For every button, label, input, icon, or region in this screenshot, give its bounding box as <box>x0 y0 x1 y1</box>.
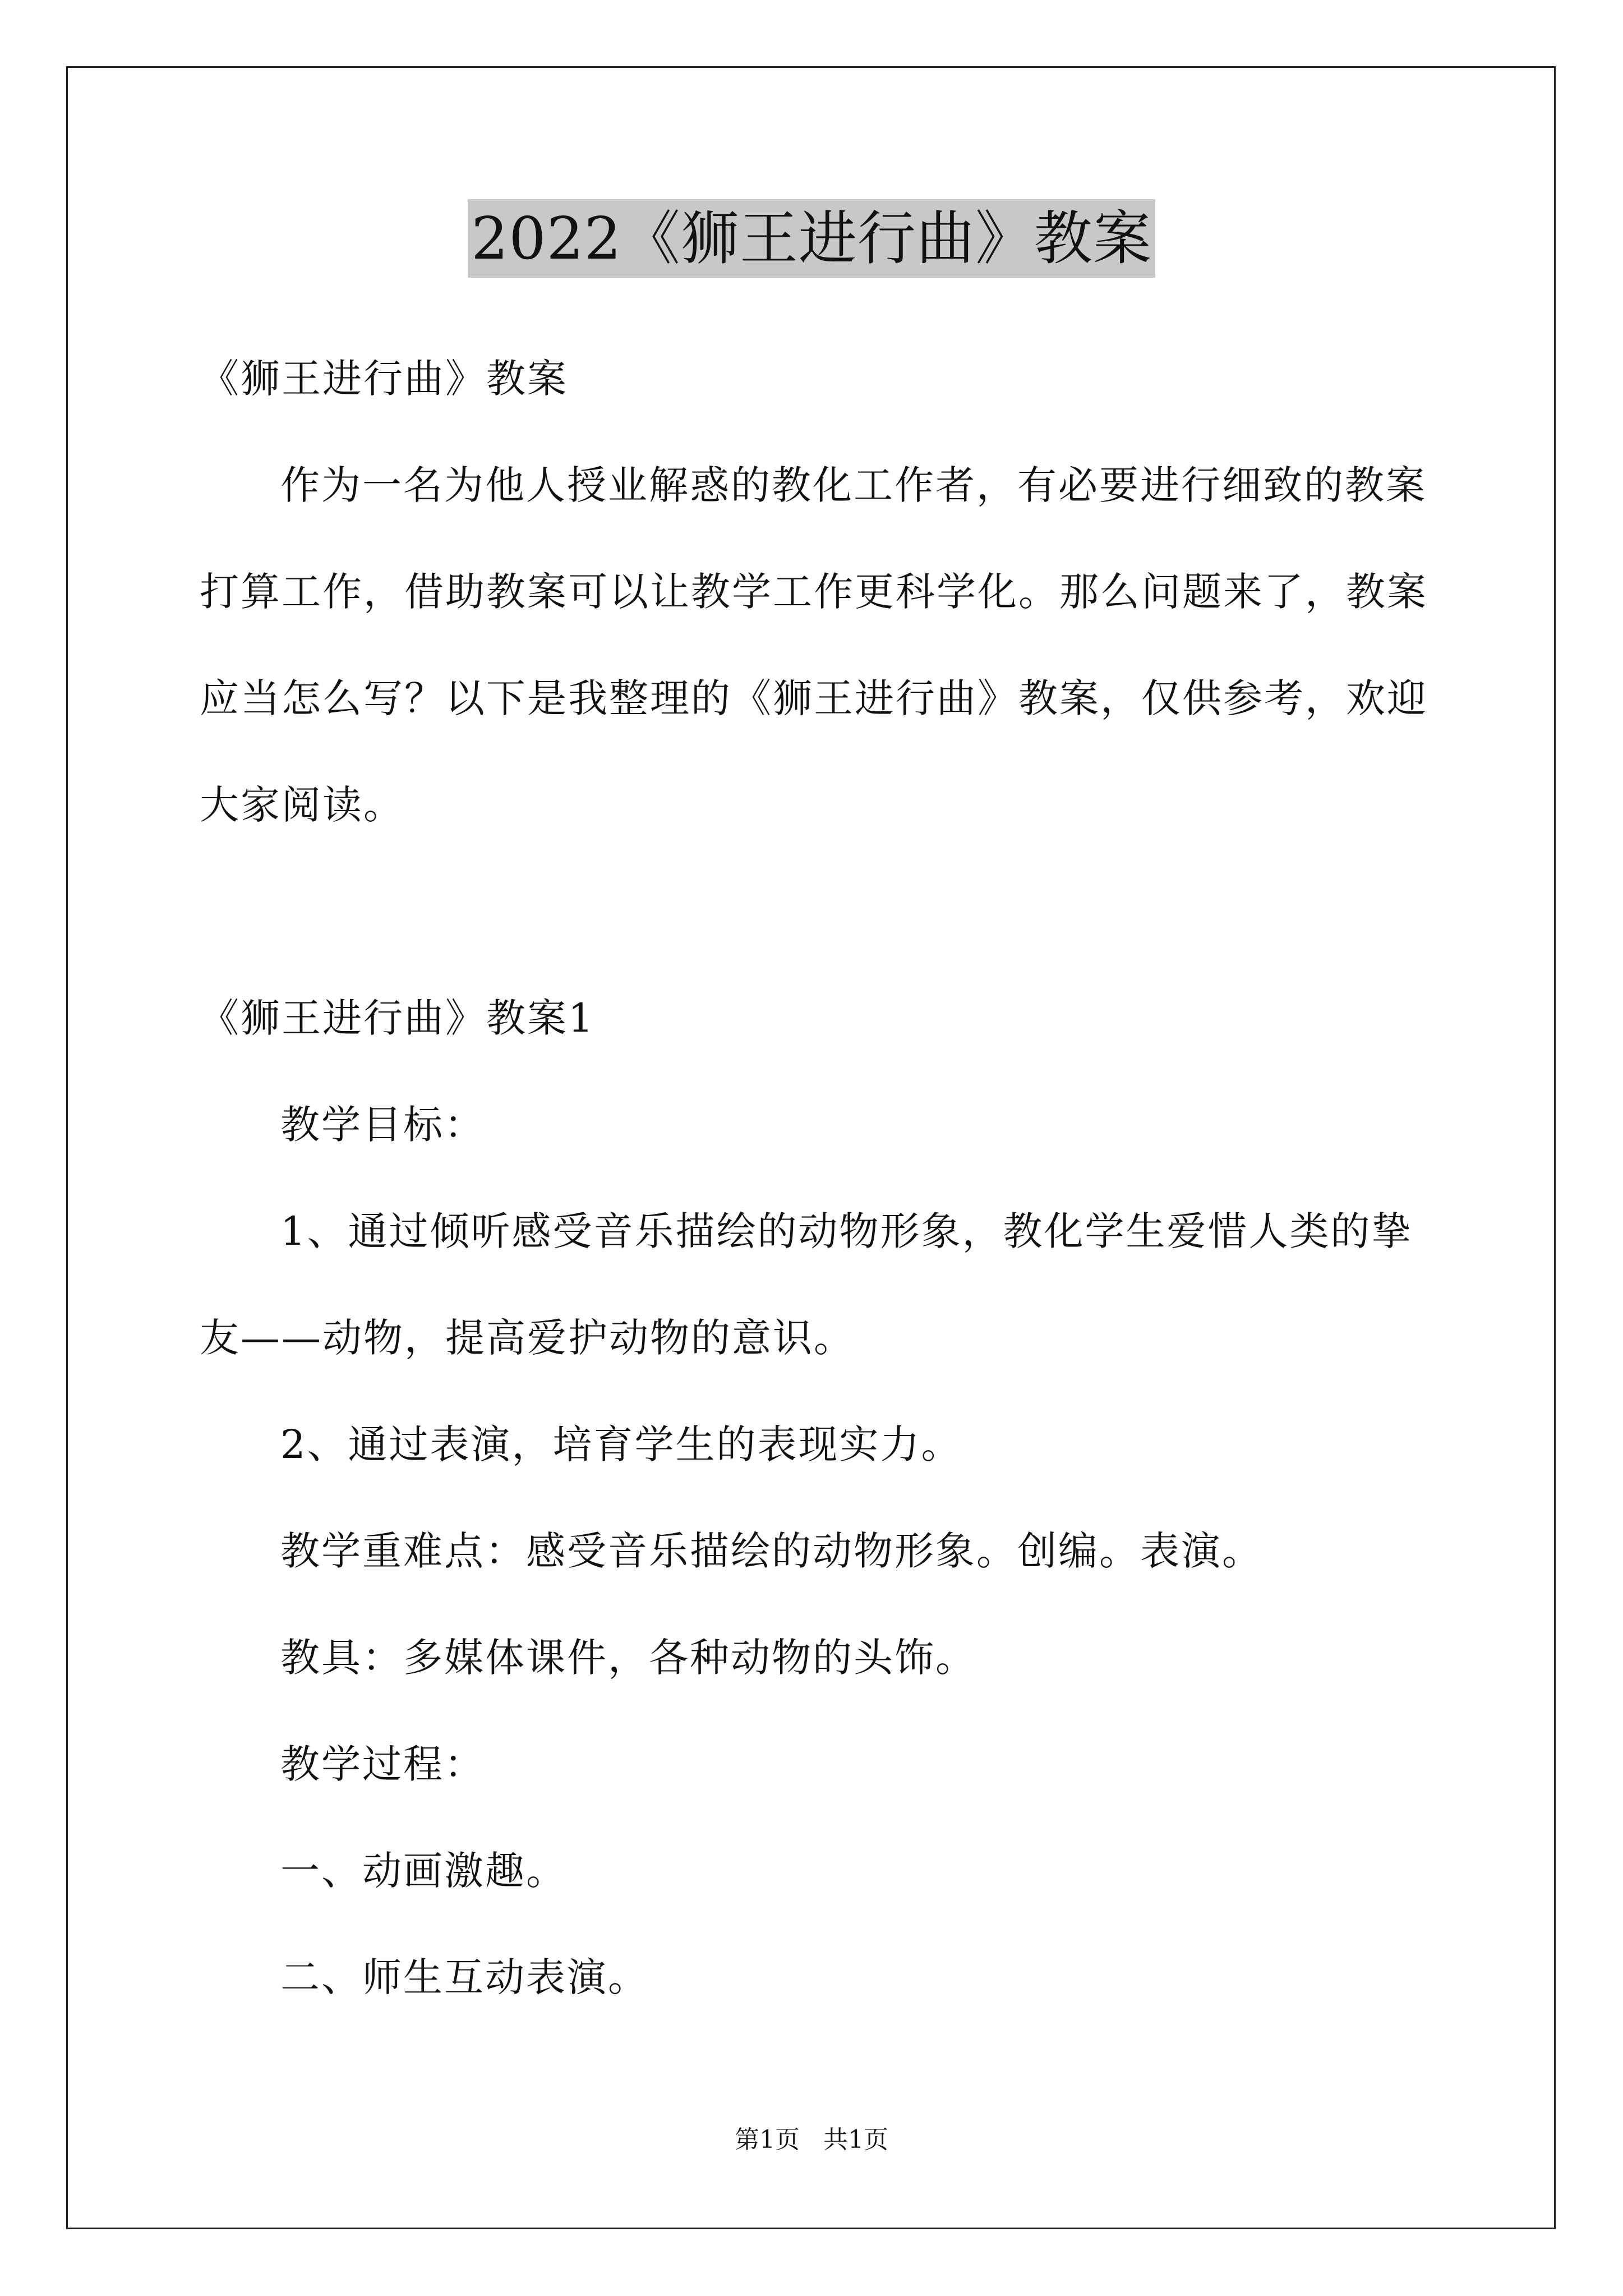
step-2: 二、师生互动表演。 <box>280 1954 649 2000</box>
document-title: 2022《狮王进行曲》教案 <box>468 199 1155 278</box>
goal-1-line-1: 1、通过倾听感受音乐描绘的动物形象，教化学生爱惜人类的挚 <box>280 1208 1413 1254</box>
page-footer: 第1页 共1页 <box>735 2125 888 2154</box>
intro-line-1: 作为一名为他人授业解惑的教化工作者，有必要进行细致的教案 <box>280 462 1427 508</box>
title-wrap <box>0 199 1623 278</box>
intro-line-4: 大家阅读。 <box>200 782 404 828</box>
goal-1-line-2: 友——动物，提高爱护动物的意识。 <box>200 1315 855 1361</box>
step-1: 一、动画激趣。 <box>280 1848 567 1894</box>
process-heading: 教学过程： <box>280 1741 485 1787</box>
teaching-tools: 教具：多媒体课件，各种动物的头饰。 <box>280 1635 976 1681</box>
section-heading: 《狮王进行曲》教案1 <box>200 995 595 1041</box>
goals-heading: 教学目标： <box>280 1102 485 1148</box>
intro-line-3: 应当怎么写？以下是我整理的《狮王进行曲》教案，仅供参考，欢迎 <box>200 675 1428 721</box>
intro-line-2: 打算工作，借助教案可以让教学工作更科学化。那么问题来了，教案 <box>200 569 1428 615</box>
goal-2: 2、通过表演，培育学生的表现实力。 <box>280 1421 962 1467</box>
key-points: 教学重难点：感受音乐描绘的动物形象。创编。表演。 <box>280 1528 1263 1574</box>
document-subtitle: 《狮王进行曲》教案 <box>200 356 568 402</box>
